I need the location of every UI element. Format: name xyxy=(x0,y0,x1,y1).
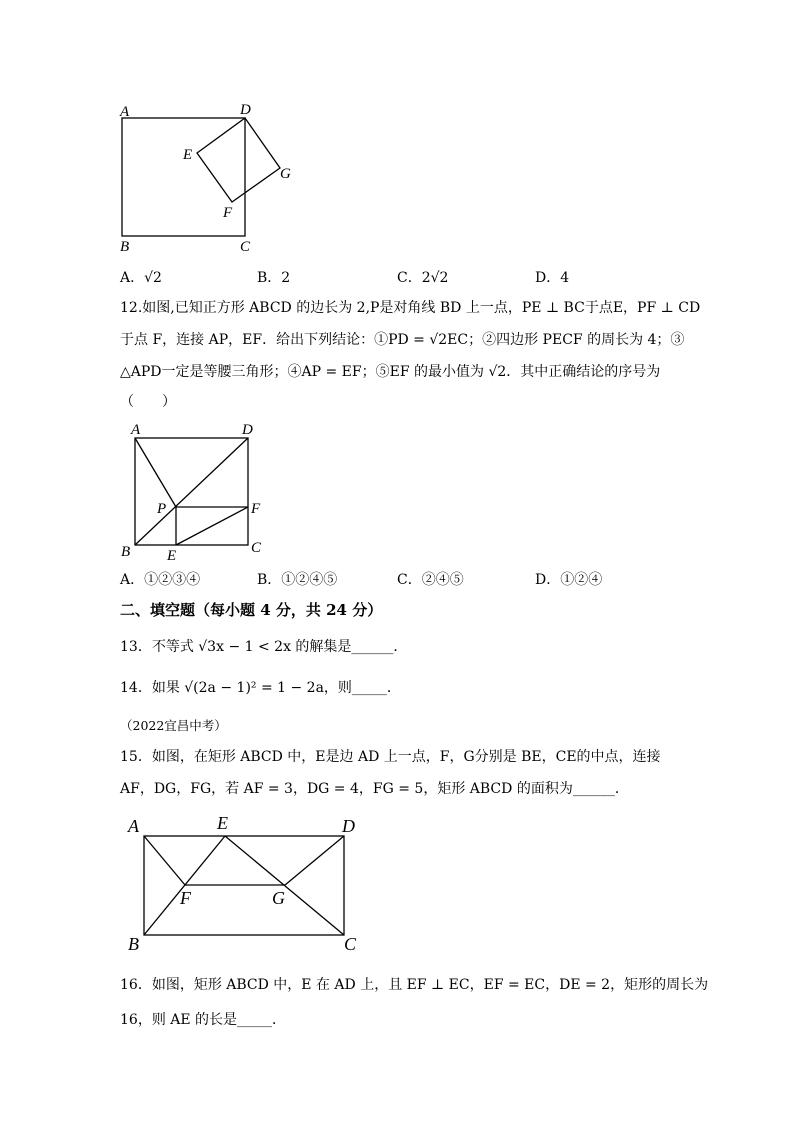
segment-ap xyxy=(135,438,176,507)
q13-text: 13．不等式 √3x − 1 < 2x 的解集是______． xyxy=(120,639,408,655)
figure-q11 xyxy=(110,98,300,258)
q11-option-d: D．4 xyxy=(535,270,570,286)
label-F: F xyxy=(180,888,191,908)
q14-text: 14．如果 √(2a − 1)² = 1 − 2a，则_____． xyxy=(120,680,401,696)
square-edfg xyxy=(197,118,280,202)
label-A: A xyxy=(120,104,130,120)
label-B: B xyxy=(121,544,131,560)
section-title-fill-in: 二、填空题（每小题 4 分，共 24 分） xyxy=(120,601,383,619)
label-E: E xyxy=(217,813,228,833)
label-A: A xyxy=(131,422,141,438)
label-D: D xyxy=(242,422,253,438)
label-F: F xyxy=(223,205,233,221)
q12-option-a: A．①②③④ xyxy=(120,572,201,588)
segment-ef xyxy=(176,507,248,545)
label-D: D xyxy=(342,816,355,836)
label-B: B xyxy=(128,934,139,954)
q12-option-b: B．①②④⑤ xyxy=(257,572,338,588)
label-F: F xyxy=(251,501,261,517)
q11-option-a: A．√2 xyxy=(120,270,162,286)
label-A: A xyxy=(128,816,139,836)
q12-option-c: C．②④⑤ xyxy=(397,572,464,588)
segment-af xyxy=(144,836,185,885)
q15-line2: AF，DG，FG，若 AF = 3，DG = 4，FG = 5，矩形 ABCD 的面积为______． xyxy=(120,781,629,797)
label-P: P xyxy=(157,501,167,517)
q12-line2: 于点 F，连接 AP，EF．给出下列结论：①PD = √2EC；②四边形 PECF 的周长为 4；③ xyxy=(120,332,685,348)
q12-line3: △APD一定是等腰三角形；④AP = EF；⑤EF 的最小值为 √2．其中正确结论的序号为 xyxy=(120,364,661,380)
q12-line4: （ ） xyxy=(120,394,176,410)
label-B: B xyxy=(120,239,130,255)
figure-q12 xyxy=(115,420,275,565)
source-note: （2022宜昌中考） xyxy=(120,718,227,733)
q16-line2: 16，则 AE 的长是_____． xyxy=(120,1012,287,1028)
q16-line1: 16．如图，矩形 ABCD 中，E 在 AD 上，且 EF ⊥ EC，EF = EC，DE = 2，矩形的周长为 xyxy=(120,977,709,993)
label-G: G xyxy=(280,166,291,182)
label-C: C xyxy=(344,934,357,954)
segment-dg xyxy=(285,836,344,885)
q11-option-c: C．2√2 xyxy=(397,270,449,286)
diagonal-bd xyxy=(135,438,248,545)
q12-option-d: D．①②④ xyxy=(535,572,603,588)
label-E: E xyxy=(183,147,193,163)
label-E: E xyxy=(167,548,177,564)
label-G: G xyxy=(272,888,285,908)
q12-line1: 12.如图,已知正方形 ABCD 的边长为 2,P是对角线 BD 上一点，PE ⊥ BC于点E，PF ⊥ CD xyxy=(120,300,701,316)
label-C: C xyxy=(251,540,262,556)
figure-q15 xyxy=(120,808,370,958)
label-C: C xyxy=(240,239,251,255)
q15-line1: 15．如图，在矩形 ABCD 中，E是边 AD 上一点，F，G分别是 BE，CE的中点，连接 xyxy=(120,749,661,765)
label-D: D xyxy=(240,102,251,118)
q11-option-b: B．2 xyxy=(257,270,291,286)
